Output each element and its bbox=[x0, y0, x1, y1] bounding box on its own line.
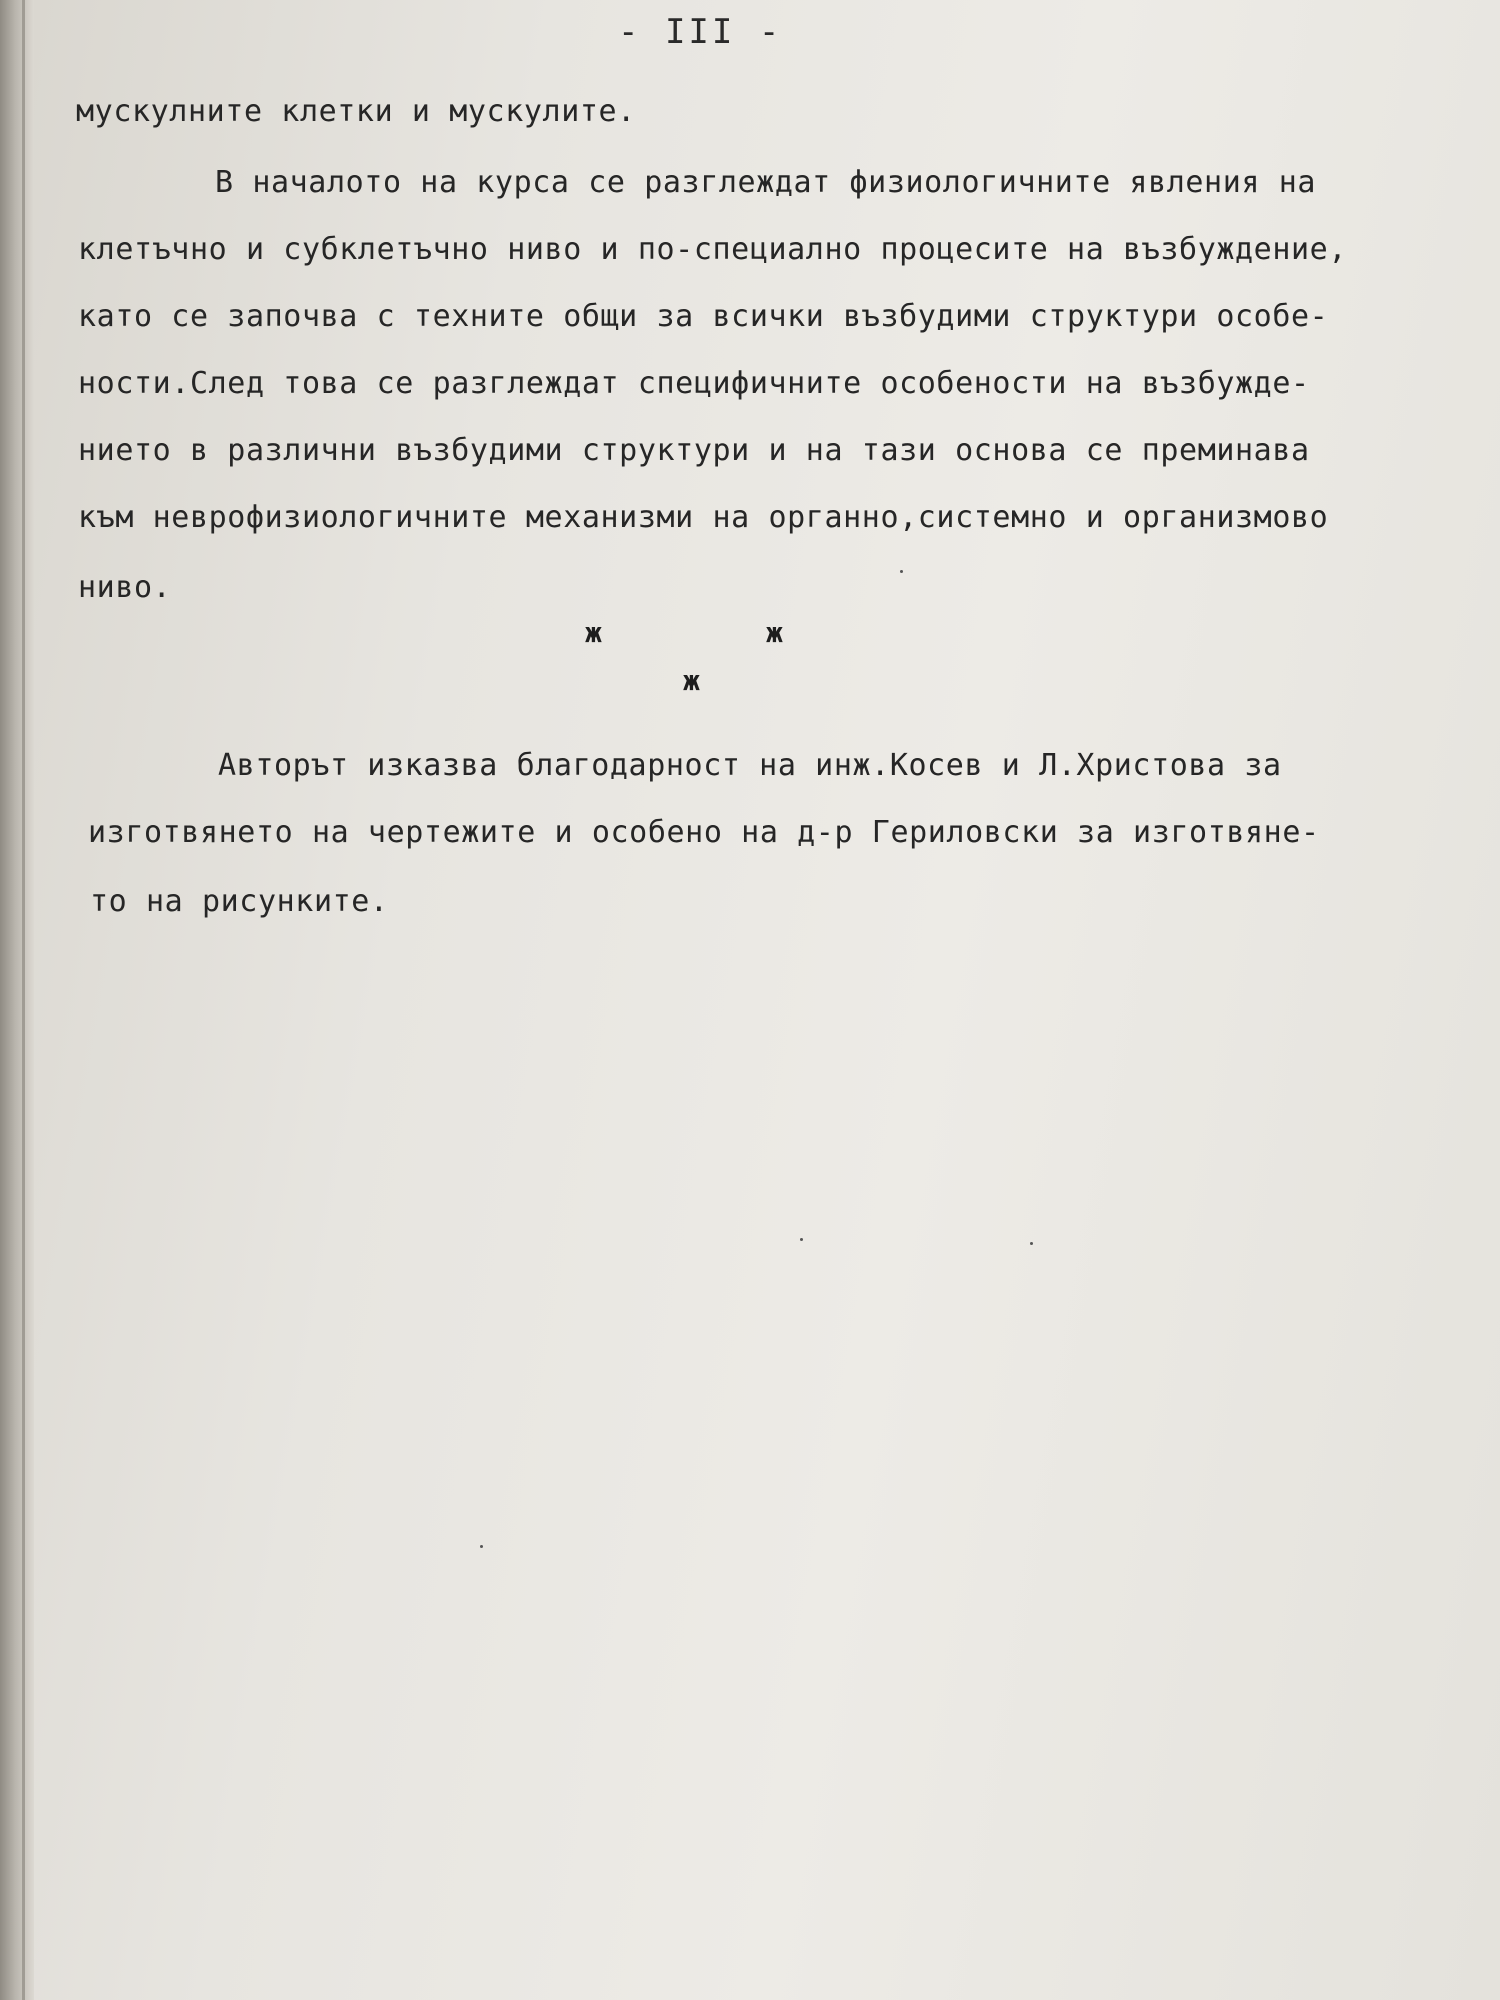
paragraph-2-line-2: клетъчно и субклетъчно ниво и по-специално процесите на възбуждение, bbox=[78, 232, 1347, 267]
paragraph-2-line-3: като се започва с техните общи за всички възбудими структури особе- bbox=[78, 299, 1329, 334]
paragraph-2-line-7: ниво. bbox=[78, 570, 172, 605]
paragraph-3-line-3: то на рисунките. bbox=[90, 884, 389, 919]
binding-edge bbox=[22, 0, 25, 2000]
paragraph-2-line-6: към неврофизиологичните механизми на органно,системно и организмово bbox=[78, 500, 1329, 535]
paragraph-2-line-4: ности.След това се разглеждат специфичните особености на възбужде- bbox=[78, 366, 1310, 401]
paragraph-1-line-1: мускулните клетки и мускулите. bbox=[76, 94, 636, 129]
paragraph-2-line-5: нието в различни възбудими структури и на тази основа се преминава bbox=[78, 433, 1310, 468]
separator-mark-right: ж bbox=[766, 616, 783, 649]
separator-mark-left: ж bbox=[585, 616, 602, 649]
paper-speck bbox=[1030, 1242, 1033, 1245]
paper-speck bbox=[800, 1238, 803, 1241]
page-number: - III - bbox=[618, 12, 783, 52]
paragraph-3-line-2: изготвянето на чертежите и особено на д-р Гериловски за изготвяне- bbox=[88, 815, 1320, 850]
separator-mark-center: ж bbox=[683, 664, 700, 697]
binding-shadow bbox=[0, 0, 34, 2000]
paper-speck bbox=[900, 570, 903, 573]
paragraph-2-line-1: В началото на курса се разглеждат физиологичните явления на bbox=[215, 165, 1317, 200]
paper-speck bbox=[480, 1545, 483, 1548]
paragraph-3-line-1: Авторът изказва благодарност на инж.Косев и Л.Христова за bbox=[218, 748, 1282, 783]
